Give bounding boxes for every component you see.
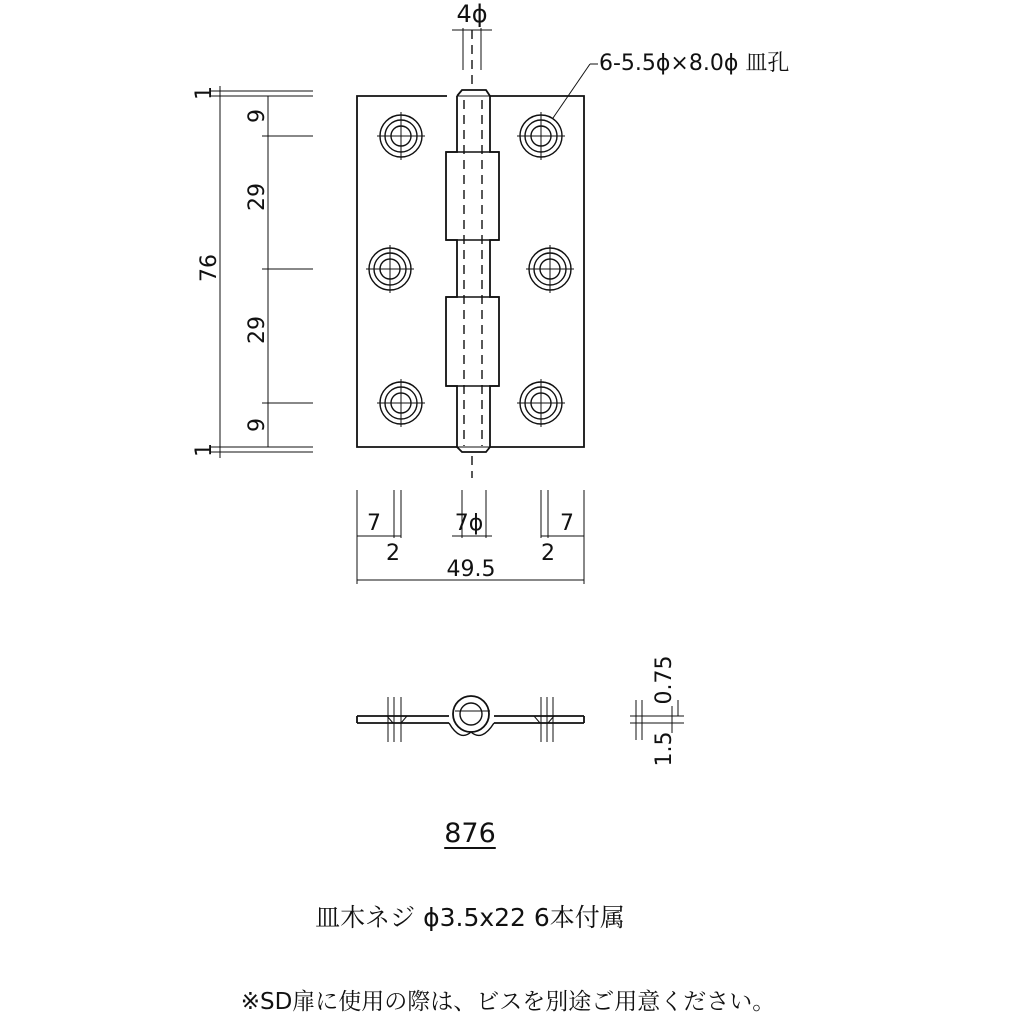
left-small-offset-label: 2: [386, 541, 400, 566]
screw-note: 皿木ネジ ϕ3.5x22 6本付属: [315, 903, 625, 932]
screw-hole: [377, 379, 425, 427]
model-number: 876: [444, 818, 496, 849]
height-label-top-edge: 1: [192, 86, 217, 100]
pin-profile: [460, 703, 482, 725]
hinge-side-view: [357, 656, 684, 767]
knuckle-profile: [453, 696, 489, 732]
pin-diameter-label: 4ϕ: [456, 0, 488, 28]
height-label-lower-pitch: 29: [245, 316, 270, 344]
side-thickness-label: 1.5: [652, 731, 677, 767]
door-note: ※SD扉に使用の際は、ビスを別途ご用意ください。: [240, 989, 776, 1015]
side-small-label: 0.75: [652, 655, 677, 705]
height-label-top-margin: 9: [245, 109, 270, 123]
width-total-label: 49.5: [446, 557, 496, 582]
width-dimensions: [357, 490, 584, 584]
right-hole-offset-label: 7: [560, 511, 574, 536]
screw-hole: [517, 379, 565, 427]
hole-spec-label: 6-5.5ϕ×8.0ϕ 皿孔: [599, 51, 790, 76]
height-dimensions: [192, 86, 313, 458]
height-label-bottom-edge: 1: [192, 443, 217, 457]
knuckle-outline: [457, 90, 490, 452]
hinge-front-view: [357, 30, 584, 478]
height-total-label: 76: [197, 254, 222, 282]
height-label-upper-pitch: 29: [245, 183, 270, 211]
height-label-bottom-margin: 9: [245, 418, 270, 432]
screw-hole: [366, 245, 414, 293]
screw-hole: [517, 112, 565, 160]
knuckle-diameter-label: 7ϕ: [454, 511, 484, 536]
left-leaf-profile: [357, 716, 449, 723]
left-hole-offset-label: 7: [367, 511, 381, 536]
hole-spec-callout: [553, 51, 789, 118]
right-small-offset-label: 2: [541, 541, 555, 566]
screw-hole: [526, 245, 574, 293]
screw-hole: [377, 112, 425, 160]
